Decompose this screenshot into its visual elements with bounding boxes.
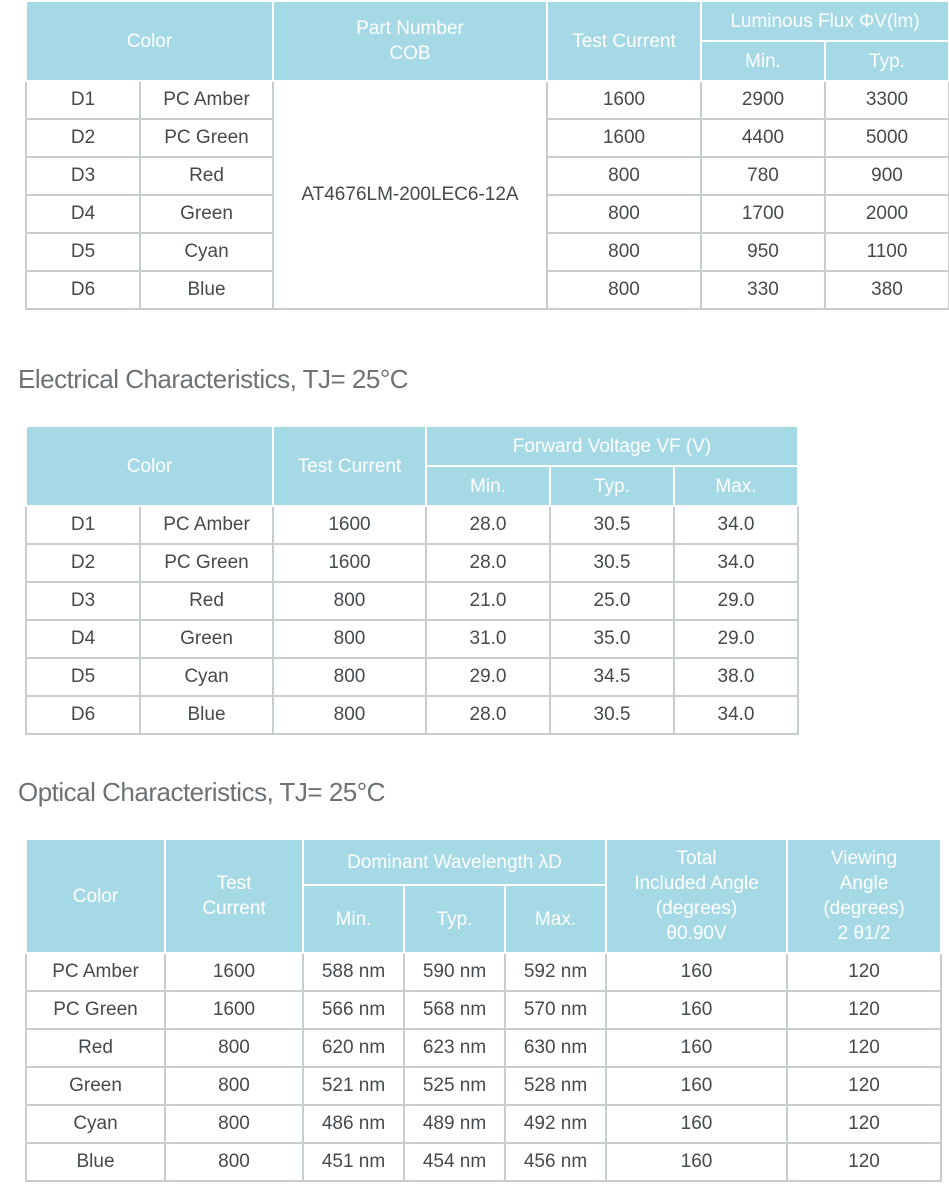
- cell-color: Blue: [26, 1143, 165, 1181]
- cell-typ: 34.5: [550, 658, 674, 696]
- header-typ: Typ.: [550, 466, 674, 506]
- cell-typ: 380: [825, 271, 949, 309]
- cell-current: 1600: [273, 506, 426, 544]
- cell-color: Green: [140, 620, 273, 658]
- cell-current: 1600: [273, 544, 426, 582]
- cell-current: 800: [547, 233, 701, 271]
- header-viewing-line1: Viewing: [830, 848, 898, 869]
- cell-color: PC Amber: [26, 953, 165, 991]
- cell-max: 456 nm: [505, 1143, 606, 1181]
- cell-total-angle: 160: [606, 1143, 787, 1181]
- cell-color: Green: [140, 195, 273, 233]
- header-part-number-line2: COB: [389, 43, 431, 64]
- cell-min: 31.0: [426, 620, 550, 658]
- header-test-current: Test Current: [273, 426, 426, 506]
- electrical-section-title: Electrical Characteristics, TJ= 25°C: [18, 364, 408, 394]
- cell-viewing-angle: 120: [787, 1029, 941, 1067]
- cell-typ: 5000: [825, 119, 949, 157]
- cell-current: 800: [273, 696, 426, 734]
- cell-total-angle: 160: [606, 953, 787, 991]
- cell-current: 1600: [165, 953, 303, 991]
- header-luminous-flux: Luminous Flux ΦV(lm): [701, 1, 949, 41]
- header-typ: Typ.: [404, 885, 505, 953]
- cell-current: 800: [273, 582, 426, 620]
- cell-typ: 900: [825, 157, 949, 195]
- cell-color: Blue: [140, 271, 273, 309]
- cell-min: 780: [701, 157, 825, 195]
- cell-color: PC Green: [140, 119, 273, 157]
- header-viewing-line3: (degrees): [823, 898, 905, 919]
- cell-min: 1700: [701, 195, 825, 233]
- cell-total-angle: 160: [606, 1029, 787, 1067]
- table-row: [26, 81, 949, 119]
- header-total-line4: θ0.90V: [666, 923, 727, 944]
- cell-id: D2: [26, 544, 140, 582]
- cell-min: 566 nm: [303, 991, 404, 1029]
- cell-typ: 454 nm: [404, 1143, 505, 1181]
- cell-typ: 568 nm: [404, 991, 505, 1029]
- cell-max: 592 nm: [505, 953, 606, 991]
- cell-min: 29.0: [426, 658, 550, 696]
- cell-total-angle: 160: [606, 1105, 787, 1143]
- cell-current: 800: [165, 1143, 303, 1181]
- cell-current: 800: [273, 658, 426, 696]
- table-row: [26, 506, 798, 544]
- cell-total-angle: 160: [606, 991, 787, 1029]
- header-part-number: [273, 1, 547, 81]
- cell-color: Red: [140, 582, 273, 620]
- cell-total-angle: 160: [606, 1067, 787, 1105]
- header-total-line2: Included Angle: [634, 873, 759, 894]
- cell-min: 588 nm: [303, 953, 404, 991]
- table-row: [26, 1143, 941, 1181]
- header-total-line3: (degrees): [655, 898, 738, 919]
- cell-typ: 1100: [825, 233, 949, 271]
- cell-id: D4: [26, 620, 140, 658]
- cell-min: 28.0: [426, 506, 550, 544]
- header-color: Color: [26, 1, 273, 81]
- cell-id: D3: [26, 582, 140, 620]
- cell-part-number: AT4676LM-200LEC6-12A: [273, 81, 547, 309]
- cell-max: 630 nm: [505, 1029, 606, 1067]
- cell-viewing-angle: 120: [787, 991, 941, 1029]
- cell-typ: 30.5: [550, 544, 674, 582]
- table-row: [26, 696, 798, 734]
- cell-typ: 25.0: [550, 582, 674, 620]
- header-max: Max.: [505, 885, 606, 953]
- cell-min: 2900: [701, 81, 825, 119]
- cell-max: 29.0: [674, 582, 798, 620]
- cell-max: 34.0: [674, 544, 798, 582]
- cell-max: 34.0: [674, 696, 798, 734]
- header-viewing-angle: [787, 839, 941, 953]
- cell-min: 451 nm: [303, 1143, 404, 1181]
- cell-current: 800: [547, 195, 701, 233]
- cell-color: Red: [26, 1029, 165, 1067]
- cell-id: D5: [26, 233, 140, 271]
- cell-current: 800: [165, 1067, 303, 1105]
- header-min: Min.: [303, 885, 404, 953]
- cell-min: 950: [701, 233, 825, 271]
- cell-viewing-angle: 120: [787, 1143, 941, 1181]
- cell-id: D6: [26, 696, 140, 734]
- cell-min: 28.0: [426, 544, 550, 582]
- cell-viewing-angle: 120: [787, 1105, 941, 1143]
- header-total-line1: Total: [676, 848, 717, 869]
- cell-current: 1600: [547, 81, 701, 119]
- cell-current: 800: [165, 1029, 303, 1067]
- cell-typ: 2000: [825, 195, 949, 233]
- header-min: Min.: [426, 466, 550, 506]
- optical-section-title: Optical Characteristics, TJ= 25°C: [18, 777, 385, 807]
- cell-color: PC Amber: [140, 506, 273, 544]
- header-part-number-line1: Part Number: [356, 18, 464, 39]
- cell-max: 29.0: [674, 620, 798, 658]
- cell-id: D2: [26, 119, 140, 157]
- table-row: [26, 544, 798, 582]
- cell-max: 34.0: [674, 506, 798, 544]
- table-row: [26, 1067, 941, 1105]
- cell-max: 570 nm: [505, 991, 606, 1029]
- cell-min: 4400: [701, 119, 825, 157]
- cell-color: PC Green: [26, 991, 165, 1029]
- cell-id: D1: [26, 81, 140, 119]
- cell-color: Cyan: [140, 233, 273, 271]
- cell-color: Cyan: [26, 1105, 165, 1143]
- cell-max: 38.0: [674, 658, 798, 696]
- cell-current: 1600: [547, 119, 701, 157]
- table-row: [26, 953, 941, 991]
- table-row: [26, 582, 798, 620]
- electrical-table: [25, 425, 799, 735]
- table-row: [26, 658, 798, 696]
- cell-min: 28.0: [426, 696, 550, 734]
- cell-color: Blue: [140, 696, 273, 734]
- table-row: [26, 991, 941, 1029]
- cell-color: Green: [26, 1067, 165, 1105]
- header-test-current-line2: Current: [202, 898, 266, 919]
- cell-min: 21.0: [426, 582, 550, 620]
- header-dominant-wavelength: Dominant Wavelength λD: [303, 839, 606, 885]
- header-color: Color: [26, 839, 165, 953]
- cell-current: 1600: [165, 991, 303, 1029]
- cell-color: Red: [140, 157, 273, 195]
- header-viewing-line2: Angle: [839, 873, 889, 894]
- cell-typ: 623 nm: [404, 1029, 505, 1067]
- cell-typ: 3300: [825, 81, 949, 119]
- cell-id: D1: [26, 506, 140, 544]
- cell-viewing-angle: 120: [787, 1067, 941, 1105]
- cell-typ: 590 nm: [404, 953, 505, 991]
- cell-current: 800: [165, 1105, 303, 1143]
- header-test-current-line1: Test: [216, 873, 252, 894]
- cell-color: Cyan: [140, 658, 273, 696]
- table-row: [26, 1029, 941, 1067]
- header-min: Min.: [701, 41, 825, 81]
- header-test-current: Test Current: [547, 1, 701, 81]
- cell-min: 330: [701, 271, 825, 309]
- cell-id: D6: [26, 271, 140, 309]
- cell-current: 800: [547, 271, 701, 309]
- luminous-flux-table: [25, 0, 949, 310]
- optical-table: [25, 838, 942, 1182]
- header-total-included-angle: [606, 839, 787, 953]
- cell-min: 620 nm: [303, 1029, 404, 1067]
- cell-color: PC Amber: [140, 81, 273, 119]
- cell-min: 521 nm: [303, 1067, 404, 1105]
- cell-max: 528 nm: [505, 1067, 606, 1105]
- cell-typ: 30.5: [550, 506, 674, 544]
- cell-typ: 489 nm: [404, 1105, 505, 1143]
- cell-typ: 35.0: [550, 620, 674, 658]
- header-typ: Typ.: [825, 41, 949, 81]
- header-color: Color: [26, 426, 273, 506]
- header-max: Max.: [674, 466, 798, 506]
- cell-id: D3: [26, 157, 140, 195]
- cell-typ: 525 nm: [404, 1067, 505, 1105]
- cell-current: 800: [547, 157, 701, 195]
- cell-viewing-angle: 120: [787, 953, 941, 991]
- cell-id: D4: [26, 195, 140, 233]
- cell-min: 486 nm: [303, 1105, 404, 1143]
- cell-current: 800: [273, 620, 426, 658]
- table-row: [26, 620, 798, 658]
- cell-id: D5: [26, 658, 140, 696]
- cell-typ: 30.5: [550, 696, 674, 734]
- header-forward-voltage: Forward Voltage VF (V): [426, 426, 798, 466]
- cell-color: PC Green: [140, 544, 273, 582]
- header-test-current: [165, 839, 303, 953]
- header-viewing-line4: 2 θ1/2: [837, 923, 891, 944]
- cell-max: 492 nm: [505, 1105, 606, 1143]
- table-row: [26, 1105, 941, 1143]
